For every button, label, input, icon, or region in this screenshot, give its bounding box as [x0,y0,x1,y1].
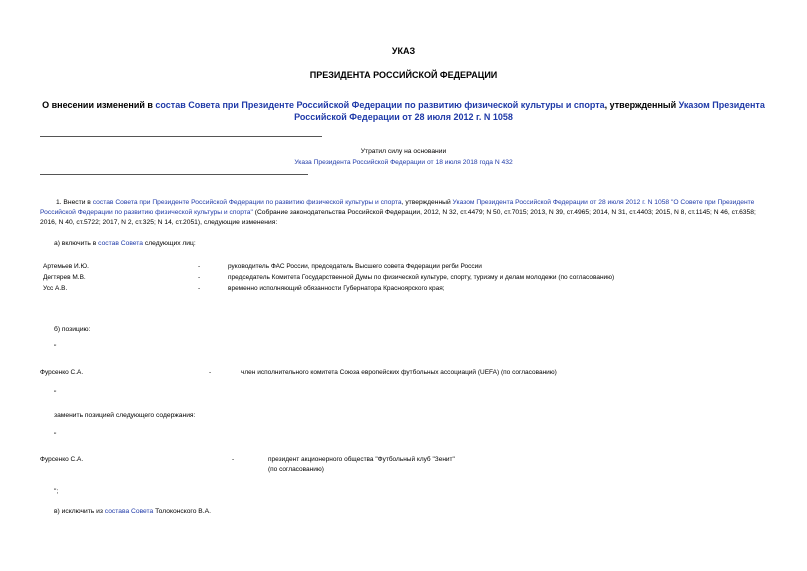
fursenko-new-name: Фурсенко С.А. [40,456,84,463]
fursenko-new-desc: президент акционерного общества "Футбольный клуб "Зенит" [268,456,455,463]
status-divider [40,174,308,175]
fursenko-old-dash: - [209,369,212,376]
fursenko-new-dash: - [232,456,235,463]
item-v [54,507,211,517]
p1-council-link[interactable]: состав Совета при Президенте Российской Федерации по развитию физической культуры и спорта [92,199,402,206]
member-name: Артемьев И.Ю. [43,263,89,270]
item-a-suffix: следующих лиц: [143,240,196,247]
paragraph-1 [40,198,770,228]
quote-open-2: " [54,432,57,439]
member-dash: - [198,285,201,292]
item-a [54,239,196,249]
decree-1058-link[interactable]: Указом Президента Российской Федерации от 28 июля 2012 г. N 1058 [294,100,765,122]
decree-issuer: ПРЕЗИДЕНТА РОССИЙСКОЙ ФЕДЕРАЦИИ [309,70,498,80]
item-v-suffix: Толоконского В.А. [153,508,211,515]
decree-432-link[interactable]: Указа Президента Российской Федерации от 18 июля 2018 года N 432 [294,159,513,166]
member-desc: руководитель ФАС России, председатель Высшего совета Федерации регби России [228,263,482,270]
decree-title: УКАЗ [391,46,416,56]
heading-prefix: О внесении изменений в [42,100,156,110]
fursenko-old-desc: член исполнительного комитета Союза европейских футбольных ассоциаций (UEFA) (по согласованию) [241,369,557,376]
member-desc: временно исполняющий обязанности Губернатора Красноярского края; [228,285,445,292]
decree-heading [40,99,767,123]
p1-text-a: 1. Внести в [56,199,93,206]
replace-text: заменить позицией следующего содержания: [54,412,196,419]
fursenko-new-desc-2: (по согласованию) [268,466,324,473]
quote-open: " [54,344,57,351]
member-name: Усс А.В. [43,285,68,292]
member-dash: - [198,274,201,281]
item-a-prefix: а) включить в [54,240,99,247]
member-name: Дегтярев М.В. [43,274,86,281]
item-v-council-link[interactable]: состава Совета [104,508,154,515]
member-dash: - [198,263,201,270]
p1-decree-link[interactable]: Указом Президента Российской Федерации от 28 июля 2012 г. N 1058 "О Совете при Президенте Российской Федерации по развитию физической культуры и спорта" [40,199,755,216]
p1-text-c: (Собрание законодательства Российской Федерации, 2012, N 32, ст.4479; N 50, ст.7015; 2013, N 39, ст.4965; 2014, N 31, ст.4403; 2015, N 8, ст.1145; N 46, ст.6358; 2016, N 40, ст.5722; 2017, N 2, ст.325; N 14, ст.2051), следующие изменения: [40,209,756,226]
top-divider [40,136,322,137]
item-v-prefix: в) исключить из [54,508,105,515]
lost-force-note: Утратил силу на основании [360,148,447,155]
council-composition-link[interactable]: состав Совета при Президенте Российской Федерации по развитию физической культуры и спорта [155,100,605,110]
heading-mid: , утвержденный [604,100,679,110]
quote-close: " [54,390,57,397]
fursenko-old-name: Фурсенко С.А. [40,369,84,376]
item-a-council-link[interactable]: состав Совета [98,240,144,247]
item-b: б) позицию: [54,326,91,333]
p1-text-b: , утвержденный [401,199,453,206]
quote-close-2: "; [54,488,59,495]
member-desc: председатель Комитета Государственной Думы по физической культуре, спорту, туризму и делам молодежи (по согласованию) [228,274,615,281]
